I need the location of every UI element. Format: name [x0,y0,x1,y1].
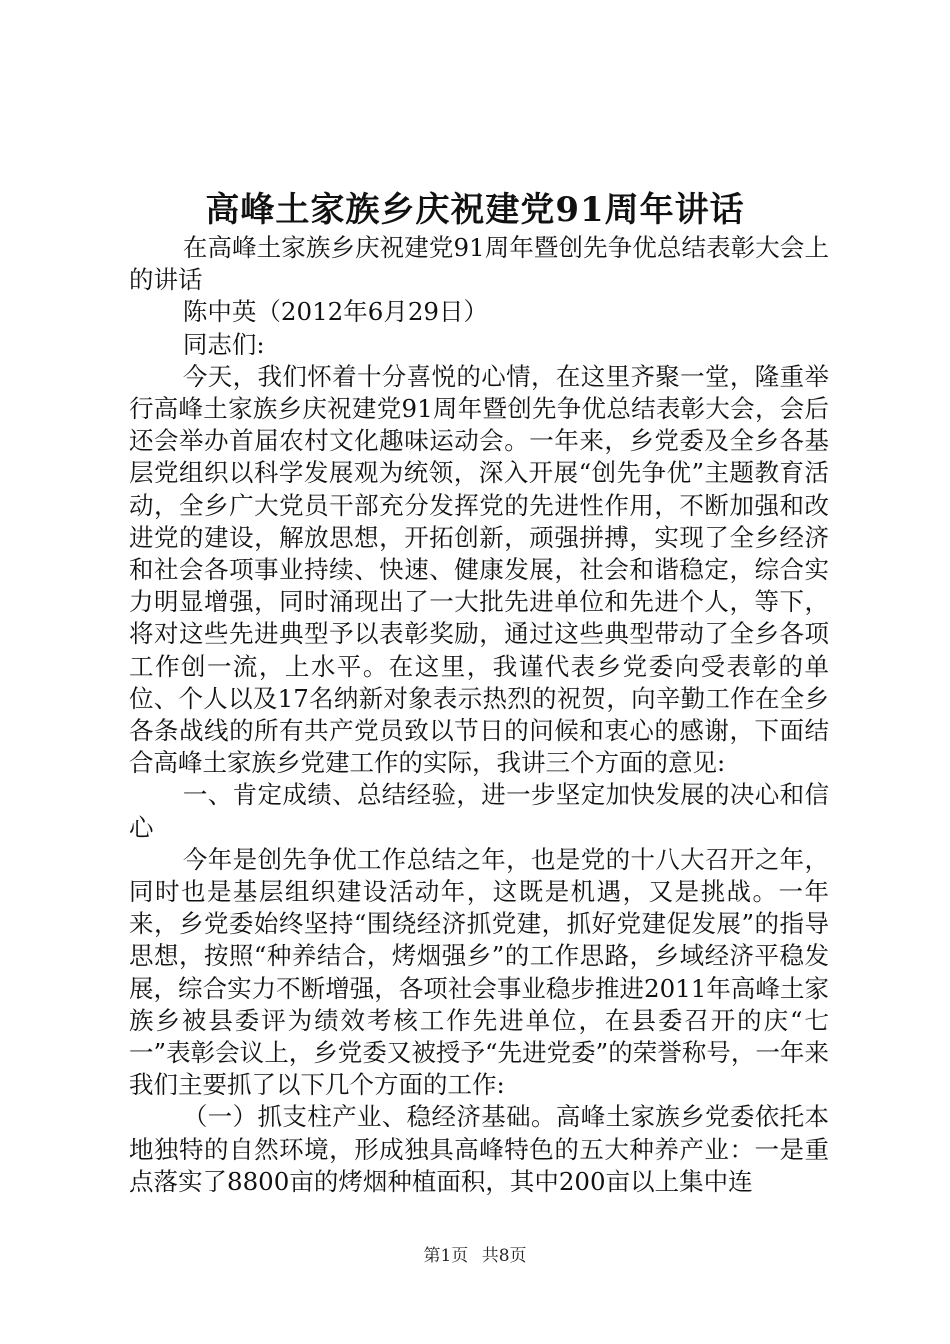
document-title: 高峰土家族乡庆祝建党91周年讲话 [205,190,745,230]
section-heading: 一、肯定成绩、总结经验，进一步坚定加快发展的决心和信心 [129,780,829,842]
subtitle-paragraph: 在高峰土家族乡庆祝建党91周年暨创先争优总结表彰大会上的讲话 [129,233,829,295]
body-paragraph: 今年是创先争优工作总结之年，也是党的十八大召开之年，同时也是基层组织建设活动年，这既是机遇，又是挑战。一年来，乡党委始终坚持“围绕经济抓党建，抓好党建促发展”的指导思想，按照“种养结合，烤烟强乡”的工作思路，乡域经济平稳发展，综合实力不断增强，各项社会事业稳步推进2011年高峰土家族乡被县委评为绩效考核工作先进单位，在县委召开的庆“七一”表彰会议上，乡党委又被授予“先进党委”的荣誉称号，一年来我们主要抓了以下几个方面的工作: [129,844,829,1100]
document-body [129,232,829,1198]
body-paragraph: 今天，我们怀着十分喜悦的心情，在这里齐聚一堂，隆重举行高峰土家族乡庆祝建党91周年暨创先争优总结表彰大会，会后还会举办首届农村文化趣味运动会。一年来，乡党委及全乡各基层党组织以科学发展观为统领，深入开展“创先争优”主题教育活动，全乡广大党员干部充分发挥党的先进性作用，不断加强和改进党的建设，解放思想，开拓创新，顽强拼搏，实现了全乡经济和社会各项事业持续、快速、健康发展，社会和谐稳定，综合实力明显增强，同时涌现出了一大批先进单位和先进个人，等下，将对这些先进典型予以表彰奖励，通过这些典型带动了全乡各项工作创一流，上水平。在这里，我谨代表乡党委向受表彰的单位、个人以及17名纳新对象表示热烈的祝贺，向辛勤工作在全乡各条战线的所有共产党员致以节日的问候和衷心的感谢，下面结合高峰土家族乡党建工作的实际，我讲三个方面的意见: [129,361,829,778]
page-number: 第1页 [423,1246,469,1266]
page-total: 共8页 [481,1246,527,1266]
author-date-paragraph: 陈中英（2012年6月29日） [182,297,489,327]
page-footer [0,1244,950,1268]
salutation-paragraph: 同志们: [182,329,265,359]
body-paragraph: （一）抓支柱产业、稳经济基础。高峰土家族乡党委依托本地独特的自然环境，形成独具高峰特色的五大种养产业：一是重点落实了8800亩的烤烟种植面积，其中200亩以上集中连 [129,1102,829,1196]
